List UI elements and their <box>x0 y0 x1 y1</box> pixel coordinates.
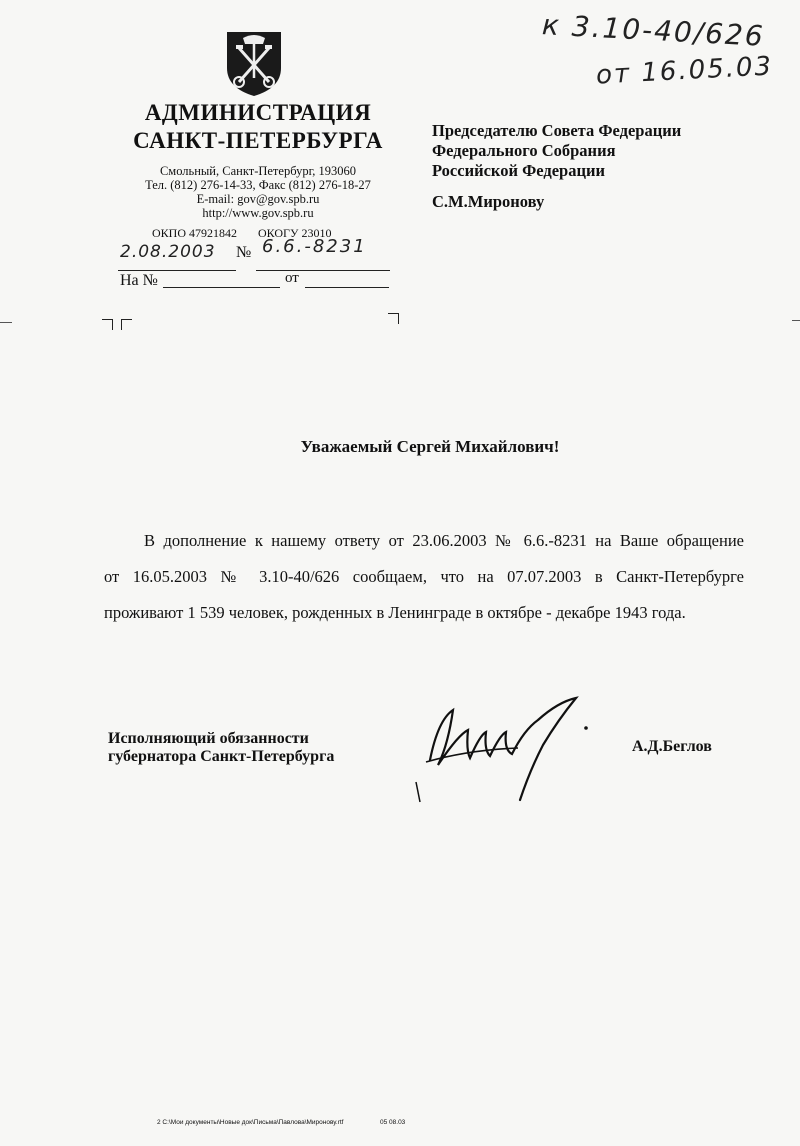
signer-position-line1: Исполняющий обязанности <box>108 730 309 747</box>
addressee-line3: Российской Федерации <box>432 161 605 180</box>
reference-date-label: от <box>285 270 299 286</box>
body-line: от 16.05.2003 № 3.10-40/626 сообщаем, что на 07.07.2003 в Санкт-Петербурге <box>104 567 744 586</box>
scan-mark <box>792 320 800 321</box>
number-sign: № <box>236 244 252 261</box>
footer-file-path: 2 C:\Мои документы\Новые док\Письма\Павлова\Миронову.rtf <box>157 1119 344 1126</box>
addressee-line2: Федерального Собрания <box>432 141 616 160</box>
registration-date: от 16.05.03 <box>595 51 774 91</box>
contact-email: E-mail: gov@gov.spb.ru <box>196 192 320 206</box>
reference-number-label: На № <box>120 272 158 289</box>
addressee-line1: Председателю Совета Федерации <box>432 121 682 140</box>
handwritten-signature <box>408 690 608 810</box>
corner-mark <box>121 319 132 330</box>
body-line: В дополнение к нашему ответу от 23.06.2003 № 6.6.-8231 на Ваше обращение <box>144 531 744 550</box>
corner-mark <box>102 319 113 330</box>
handwritten-number: 6.6.-8231 <box>262 236 367 257</box>
org-title-line2: САНКТ-ПЕТЕРБУРГА <box>133 128 383 153</box>
handwritten-date: 2.08.2003 <box>120 242 216 262</box>
addressee-name: С.М.Миронову <box>432 192 545 211</box>
greeting: Уважаемый Сергей Михайлович! <box>300 437 560 456</box>
corner-mark <box>388 313 399 324</box>
coat-of-arms-icon <box>223 28 285 98</box>
scan-mark <box>0 322 12 323</box>
reference-number-line <box>163 287 280 288</box>
org-title-line1: АДМИНИСТРАЦИЯ <box>144 100 372 125</box>
reference-date-line <box>305 287 389 288</box>
signer-name: А.Д.Беглов <box>632 738 712 755</box>
footer-date: 05 08.03 <box>380 1119 406 1126</box>
contact-address: Смольный, Санкт-Петербург, 193060 <box>159 164 357 178</box>
contact-website: http://www.gov.spb.ru <box>202 206 314 220</box>
signer-position-line2: губернатора Санкт-Петербурга <box>108 748 335 765</box>
registration-number: к 3.10-40/626 <box>541 8 766 53</box>
contact-phone: Тел. (812) 276-14-33, Факс (812) 276-18-27 <box>145 178 371 192</box>
okogu-code: ОКОГУ 23010 <box>258 226 332 240</box>
body-line: проживают 1 539 человек, рожденных в Ленинграде в октябре - декабре 1943 года. <box>104 603 686 622</box>
okpo-code: ОКПО 47921842 <box>152 226 238 240</box>
